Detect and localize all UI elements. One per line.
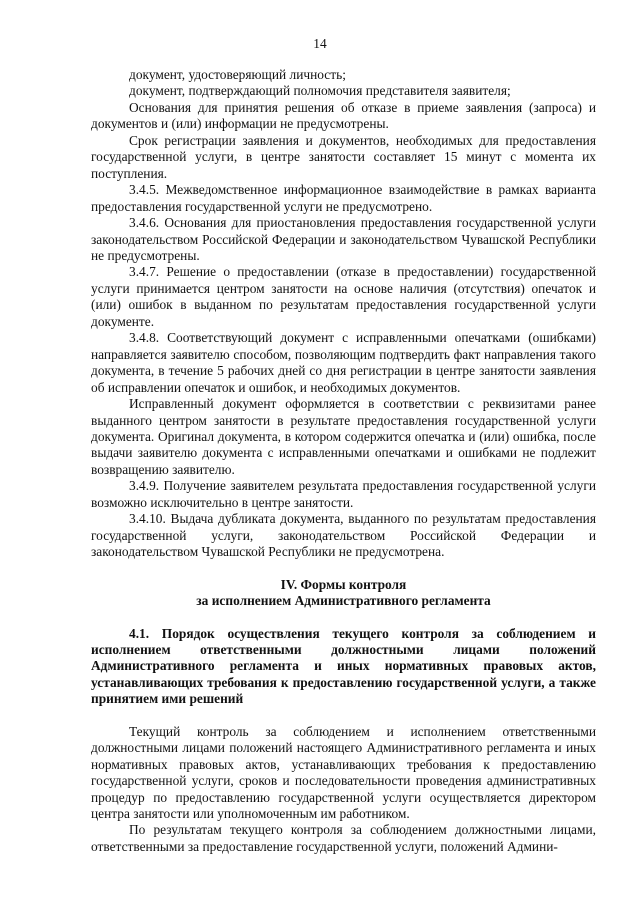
paragraph: документ, удостоверяющий личность; [129, 67, 346, 82]
spacer [91, 708, 596, 724]
subsection-heading: 4.1. Порядок осуществления текущего контроля за соблюдением и исполнением ответственными должностными лицами положений Административного регламента и иных нормативных правовых актов, устанавливающих требования к предоставлению государственной услуги, а также принятием ими решений [91, 625, 596, 707]
paragraph: По результатам текущего контроля за соблюдением должностными лицами, ответственными за предоставление государственной услуги, положений Админи- [91, 822, 596, 854]
paragraph: Исправленный документ оформляется в соответствии с реквизитами ранее выданного центром занятости в результате предоставления государственной услуги документа. Оригинал документа, в котором содержится опечатка и (или) ошибка, после выдачи заявителю документа с исправленными опечатками и ошибками не подлежит возвращению заявителю. [91, 396, 596, 477]
paragraph: Основания для принятия решения об отказе в приеме заявления (запроса) и документов и (или) информации не предусмотрены. [91, 99, 596, 132]
section-heading-line-2: за исполнением Административного регламента [196, 593, 491, 609]
paragraph: 3.4.8. Соответствующий документ с исправленными опечатками (ошибками) направляется заявителю способом, позволяющим подтвердить факт направления такого документа, в течение 5 рабочих дней со дня регистрации в центре занятости заявления об исправлении опечаток и ошибок, и необходимых документов. [91, 330, 596, 395]
section-heading-line-1: IV. Формы контроля [280, 576, 407, 592]
paragraph: 3.4.9. Получение заявителем результата предоставления государственной услуги возможно исключительно в центре занятости. [91, 478, 596, 510]
page-number: 14 [313, 36, 327, 51]
document-body [91, 67, 596, 855]
paragraph: 3.4.5. Межведомственное информационное взаимодействие в рамках варианта предоставления государственной услуги не предусмотрено. [91, 182, 596, 214]
paragraph: документ, подтверждающий полномочия представителя заявителя; [129, 83, 511, 99]
paragraph: 3.4.7. Решение о предоставлении (отказе в предоставлении) государственной услуги принимается центром занятости на основе наличия (отсутствия) опечаток и (или) ошибок в выданном по результатам предоставления государственной услуги документе. [91, 264, 596, 329]
paragraph: 3.4.6. Основания для приостановления предоставления государственной услуги законодательством Российской Федерации и законодательством Чувашской Республики не предусмотрены. [91, 215, 596, 263]
paragraph: 3.4.10. Выдача дубликата документа, выданного по результатам предоставления государственной услуги, законодательством Российской Федерации и законодательством Чувашской Республики не предусмотрена. [91, 511, 596, 560]
section-heading [91, 577, 596, 610]
paragraph: Текущий контроль за соблюдением и исполнением ответственными должностными лицами положений настоящего Административного регламента и иных нормативных правовых актов, устанавливающих требования к предоставлению государственной услуги, сроков и последовательности проведения административных процедур по предоставлению государственной услуги осуществляется директором центра занятости или уполномоченным им работником. [91, 723, 596, 822]
paragraph: Срок регистрации заявления и документов, необходимых для предоставления государственной услуги, в центре занятости составляет 15 минут с момента их поступления. [91, 132, 596, 181]
